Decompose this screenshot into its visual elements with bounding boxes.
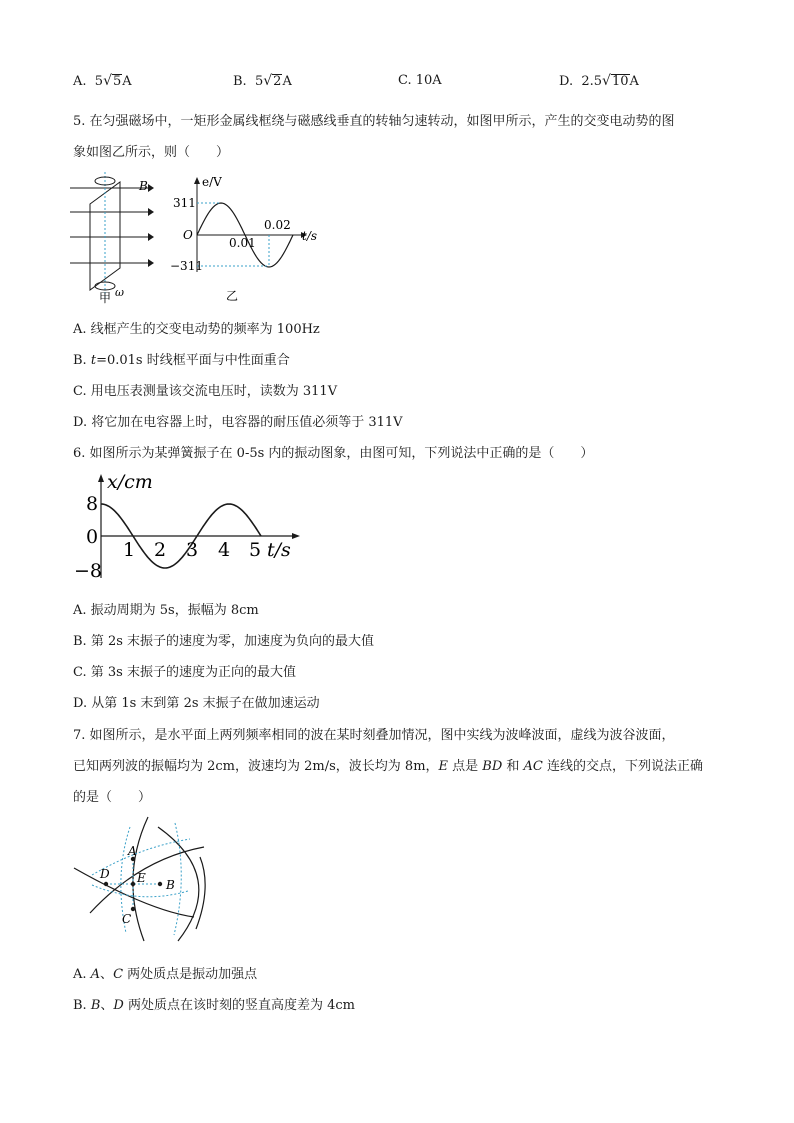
label-d: D: [100, 867, 110, 881]
q5-option-a[interactable]: A. 线框产生的交变电动势的频率为 100Hz: [73, 322, 320, 337]
arrow-head: [148, 233, 154, 241]
crest-right: [158, 827, 199, 941]
label-b: B: [166, 878, 175, 892]
point-b: [158, 882, 162, 886]
q6-vibration-graph: [70, 470, 310, 588]
label-c: C: [122, 912, 132, 926]
tick-311: 311: [173, 196, 196, 210]
q5-option-d[interactable]: D. 将它加在电容器上时，电容器的耐压值必须等于 311V: [73, 415, 403, 430]
q7-option-b[interactable]: B. B、D 两处质点在该时刻的竖直高度差为 4cm: [73, 998, 355, 1013]
caption-yi: 乙: [226, 289, 239, 303]
x-axis-arrow-icon: [292, 533, 300, 539]
q7-stem-line3: 的是（ ）: [73, 790, 152, 805]
q5-stem-line1: 5. 在匀强磁场中，一矩形金属线框绕与磁感线垂直的转轴匀速转动，如图甲所示，产生的交变电动势的图: [73, 114, 675, 129]
x-axis-label: t/s: [267, 539, 291, 561]
q5-option-c[interactable]: C. 用电压表测量该交流电压时，读数为 311V: [73, 384, 338, 399]
arrow-head: [148, 208, 154, 216]
q6-option-a[interactable]: A. 振动周期为 5s，振幅为 8cm: [73, 603, 259, 618]
caption-jia: 甲: [99, 291, 112, 305]
q5-figure-yi: [168, 172, 328, 306]
tick-001: 0.01: [229, 236, 256, 250]
q4-option-c[interactable]: C. 10A: [398, 73, 442, 88]
arrow-head: [148, 184, 154, 192]
q5-figure-jia: [68, 172, 168, 306]
point-d: [104, 882, 108, 886]
x-axis-label: t/s: [302, 229, 318, 243]
q6-stem: 6. 如图所示为某弹簧振子在 0-5s 内的振动图象，由图可知，下列说法中正确的是（ ）: [73, 446, 594, 461]
point-e: [131, 882, 135, 886]
y-tick-0: 0: [86, 526, 99, 548]
x-tick-1: 1: [123, 539, 136, 561]
sqrt-symbol: √: [103, 73, 112, 89]
sqrt-symbol: √: [602, 73, 611, 89]
y-tick-8: 8: [86, 493, 99, 515]
q4-option-d[interactable]: D. 2.5√10A: [559, 73, 639, 89]
q7-wave-figure: [70, 815, 220, 945]
crest-far-right: [196, 857, 205, 929]
y-axis-label: e/V: [202, 175, 222, 189]
label-e: E: [137, 871, 146, 885]
q6-option-c[interactable]: C. 第 3s 末振子的速度为正向的最大值: [73, 665, 296, 680]
origin-label: O: [183, 228, 193, 242]
trough-right: [174, 823, 181, 935]
x-tick-3: 3: [186, 539, 199, 561]
q6-option-b[interactable]: B. 第 2s 末振子的速度为零，加速度为负向的最大值: [73, 634, 375, 649]
x-tick-2: 2: [154, 539, 167, 561]
x-tick-5: 5: [249, 539, 262, 561]
y-axis-arrow-icon: [194, 177, 200, 184]
q7-option-a[interactable]: A. A、C 两处质点是振动加强点: [73, 967, 258, 982]
label-a: A: [128, 844, 137, 858]
y-axis-arrow-icon: [98, 474, 104, 482]
label-b: B: [139, 179, 148, 193]
y-axis-label: x/cm: [107, 471, 153, 493]
q4-option-a[interactable]: A. 5√5A: [73, 73, 132, 89]
tick-002: 0.02: [264, 218, 291, 232]
sqrt-symbol: √: [263, 73, 273, 89]
q4-options: [73, 73, 723, 93]
q5-stem-line2: 象如图乙所示，则（ ）: [73, 145, 230, 160]
q6-option-d[interactable]: D. 从第 1s 末到第 2s 末振子在做加速运动: [73, 696, 320, 711]
x-tick-4: 4: [218, 539, 231, 561]
point-c: [131, 907, 135, 911]
q7-stem-line2: 已知两列波的振幅均为 2cm，波速均为 2m/s，波长均为 8m，E 点是 BD 和 AC 连线的交点，下列说法正确: [73, 759, 704, 774]
q4-option-b[interactable]: B. 5√2A: [233, 73, 292, 89]
arrow-head: [148, 259, 154, 267]
tick-neg311: −311: [170, 259, 203, 273]
label-omega: ω: [115, 286, 124, 299]
q5-option-b[interactable]: B. t=0.01s 时线框平面与中性面重合: [73, 353, 290, 368]
q7-stem-line1: 7. 如图所示，是水平面上两列频率相同的波在某时刻叠加情况，图中实线为波峰波面，虚线为波谷波面，: [73, 728, 675, 743]
y-tick-neg8: −8: [74, 560, 103, 582]
